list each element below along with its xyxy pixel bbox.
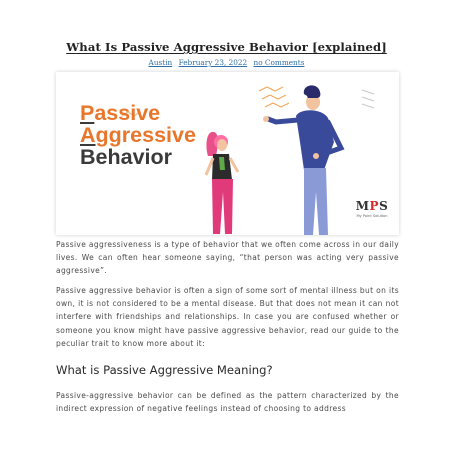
hero-line-aggressive: Aggressive [80,123,196,147]
author-link[interactable]: Austin [148,58,173,67]
hero-title [80,102,196,168]
comments-link[interactable]: no Comments [253,58,305,67]
site-logo [353,199,391,229]
hero-image [56,72,399,235]
article-title[interactable]: What Is Passive Aggressive Behavior [explained] [66,40,387,54]
date-link[interactable]: February 23, 2022 [178,58,248,67]
paragraph-intro: Passive aggressiveness is a type of behavior that we often come across in our daily lives. We can often hear someone saying, “that person was acting very passive aggressive”. [56,240,399,276]
section-heading: What is Passive Aggressive Meaning? [56,363,273,377]
logo-tagline: My Point Solution [356,214,388,218]
woman-figure [206,132,238,234]
grey-lines-decoration [362,90,374,108]
hero-line-behavior: Behavior [80,145,173,169]
logo-mark: MPS [355,199,389,213]
paragraph-mental-illness: Passive aggressive behavior is often a sign of some sort of mental illness but on its own, it is not considered to be a mental disease. But that does not mean it can not interfere with friendships and relationships. In case you are confused whether or someone you know might have passive aggressive behavior, read our guide to the peculiar trait to know more about it: [56,286,399,348]
hero-line-passive: Passive [80,101,161,125]
paragraph-definition: Passive-aggressive behavior can be defined as the pattern characterized by the indirect expression of negative feelings instead of choosing to address [56,391,399,414]
man-figure [263,85,341,235]
article-meta [0,58,453,67]
